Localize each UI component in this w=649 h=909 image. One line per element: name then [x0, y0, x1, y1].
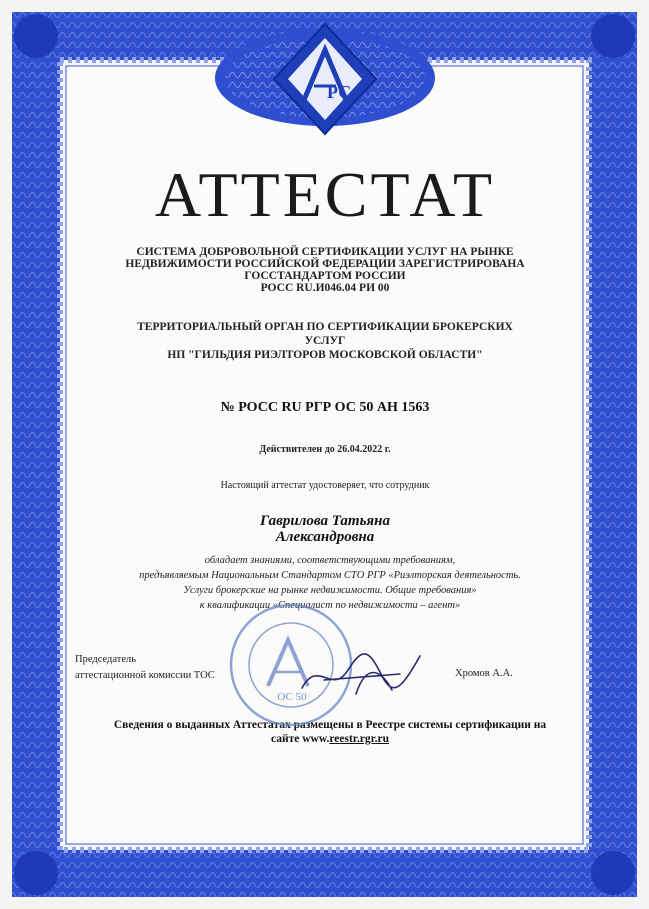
holder-name [60, 513, 590, 545]
registry-prefix: сайте www. [270, 733, 330, 745]
signature-icon [296, 644, 426, 702]
organ-line: ТЕРРИТОРИАЛЬНЫЙ ОРГАН ПО СЕРТИФИКАЦИИ БРОКЕРСКИХ [137, 321, 513, 333]
certifies-text: Настоящий аттестат удостоверяет, что сотрудник [220, 480, 430, 491]
logo-text: РС [327, 82, 352, 102]
holder-name-line: Гаврилова Татьяна [260, 513, 390, 529]
organ-line: УСЛУГ [304, 335, 346, 347]
system-line: СИСТЕМА ДОБРОВОЛЬНОЙ СЕРТИФИКАЦИИ УСЛУГ НА РЫНКЕ [136, 246, 514, 258]
certification-organ-block [60, 320, 590, 362]
organ-line: НП "ГИЛЬДИЯ РИЭЛТОРОВ МОСКОВСКОЙ ОБЛАСТИ" [167, 349, 483, 361]
system-line: НЕДВИЖИМОСТИ РОССИЙСКОЙ ФЕДЕРАЦИИ ЗАРЕГИСТРИРОВАНА [125, 258, 525, 270]
certification-system-block [80, 246, 570, 294]
system-line: РОСС RU.И046.04 РИ 00 [260, 282, 390, 294]
signatory-name: Хромов А.А. [455, 668, 513, 679]
guild-logo-icon [270, 20, 380, 138]
qualification-line: обладает знаниями, соответствующими требованиям, [204, 555, 456, 566]
qualification-line: к квалификации «Специалист по недвижимости – агент» [199, 600, 461, 611]
registry-line-2 [80, 732, 580, 746]
certificate-title: АТТЕСТАТ [154, 159, 496, 230]
chairman-line: аттестационной комиссии ТОС [75, 670, 215, 681]
chairman-line: Председатель [75, 654, 137, 665]
registry-line: Сведения о выданных Аттестатах размещены в Реестре системы сертификации на [113, 719, 547, 731]
certificate-number: № РОСС RU РГР ОС 50 АН 1563 [220, 400, 430, 415]
qualification-line: предъявляемым Национальным Стандартом СТО РГР «Риэлторская деятельность. [139, 570, 521, 581]
stamp-text: ОС 50 [277, 691, 307, 703]
registry-link[interactable]: reestr.rgr.ru [329, 733, 390, 745]
qualification-line: Услуги брокерские на рынке недвижимости. Общие требования» [183, 585, 477, 596]
system-line: ГОССТАНДАРТОМ РОССИИ [244, 270, 406, 282]
valid-until: Действителен до 26.04.2022 г. [259, 444, 391, 455]
holder-name-line: Александровна [275, 529, 375, 545]
